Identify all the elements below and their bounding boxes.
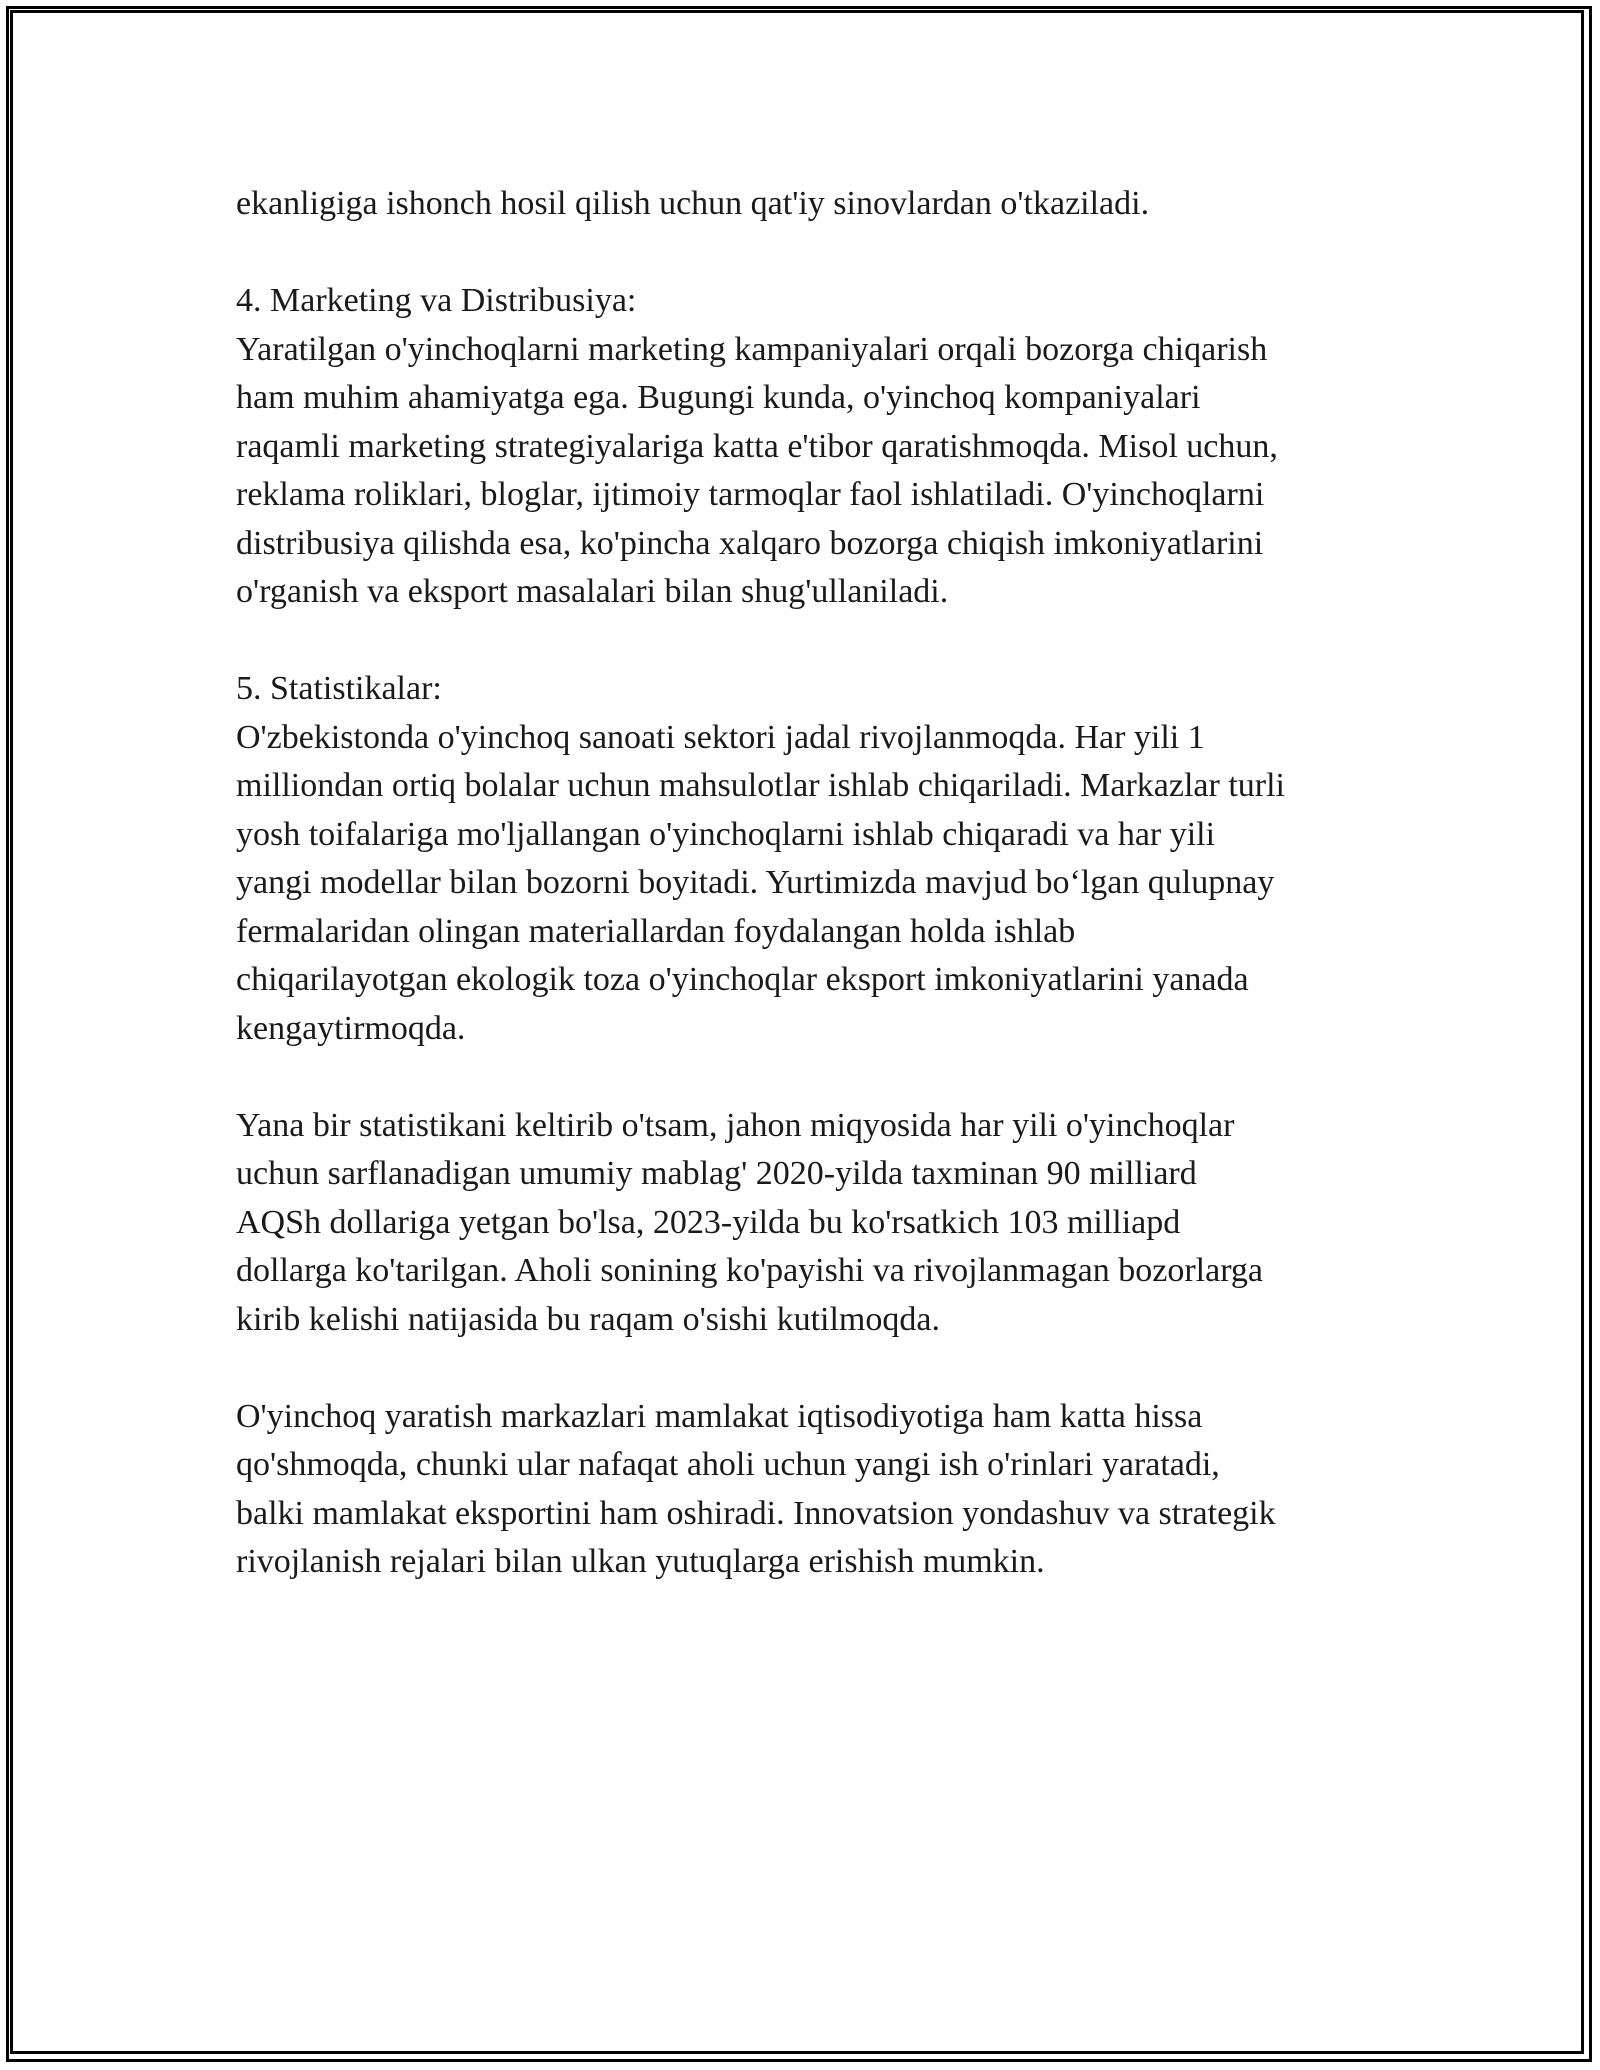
- text-line: balki mamlakat eksportini ham oshiradi. Innovatsion yondashuv va strategik: [236, 1494, 1276, 1532]
- text-line: O'yinchoq yaratish markazlari mamlakat iqtisodiyotiga ham katta hissa: [236, 1397, 1203, 1435]
- text-line: yangi modellar bilan bozorni boyitadi. Yurtimizda mavjud bo‘lgan qulupnay: [236, 864, 1275, 901]
- section-marketing: [236, 277, 1376, 617]
- text-line: dollarga ko'tarilgan. Aholi sonining ko'payishi va rivojlanmagan bozorlarga: [236, 1252, 1264, 1289]
- section-heading: 4. Marketing va Distribusiya:: [236, 282, 637, 319]
- paragraph-conclusion: [236, 1393, 1376, 1587]
- text-line: uchun sarflanadigan umumiy mablag' 2020-yilda taxminan 90 milliard: [236, 1155, 1197, 1192]
- section-heading: 5. Statistikalar:: [236, 670, 442, 707]
- text-line: Yaratilgan o'yinchoqlarni marketing kampaniyalari orqali bozorga chiqarish: [236, 330, 1268, 368]
- text-line: raqamli marketing strategiyalariga katta e'tibor qaratishmoqda. Misol uchun,: [236, 427, 1278, 465]
- text-line: Yana bir statistikani keltirib o'tsam, jahon miqyosida har yili o'yinchoqlar: [236, 1106, 1235, 1144]
- text-line: distribusiya qilishda esa, ko'pincha xalqaro bozorga chiqish imkoniyatlarini: [236, 524, 1264, 562]
- text-line: yosh toifalariga mo'ljallangan o'yinchoqlarni ishlab chiqaradi va har yili: [236, 815, 1216, 853]
- paragraph-testing-end: [236, 180, 1376, 229]
- text-line: ham muhim ahamiyatga ega. Bugungi kunda, o'yinchoq kompaniyalari: [236, 379, 1201, 416]
- paragraph-world-statistics: [236, 1102, 1376, 1345]
- text-line: chiqarilayotgan ekologik toza o'yinchoqlar eksport imkoniyatlarini yanada: [236, 961, 1249, 998]
- text-line: reklama roliklari, bloglar, ijtimoiy tarmoqlar faol ishlatiladi. O'yinchoqlarni: [236, 476, 1265, 513]
- text-line: kirib kelishi natijasida bu raqam o'sishi kutilmoqda.: [236, 1300, 940, 1338]
- text-line: o'rganish va eksport masalalari bilan shug'ullaniladi.: [236, 573, 949, 610]
- text-line: kengaytirmoqda.: [236, 1009, 466, 1047]
- text-line: milliondan ortiq bolalar uchun mahsulotlar ishlab chiqariladi. Markazlar turli: [236, 767, 1285, 804]
- text-line: qo'shmoqda, chunki ular nafaqat aholi uchun yangi ish o'rinlari yaratadi,: [236, 1446, 1220, 1483]
- text-line: fermalaridan olingan materiallardan foydalangan holda ishlab: [236, 912, 1076, 950]
- text-line: rivojlanish rejalari bilan ulkan yutuqlarga erishish mumkin.: [236, 1543, 1045, 1580]
- document-body: [236, 180, 1376, 1635]
- text-line: ekanligiga ishonch hosil qilish uchun qat'iy sinovlardan o'tkaziladi.: [236, 185, 1150, 222]
- text-line: O'zbekistonda o'yinchoq sanoati sektori jadal rivojlanmoqda. Har yili 1: [236, 718, 1205, 756]
- text-line: AQSh dollariga yetgan bo'lsa, 2023-yilda bu ko'rsatkich 103 milliapd: [236, 1203, 1181, 1241]
- section-statistics: [236, 665, 1376, 1053]
